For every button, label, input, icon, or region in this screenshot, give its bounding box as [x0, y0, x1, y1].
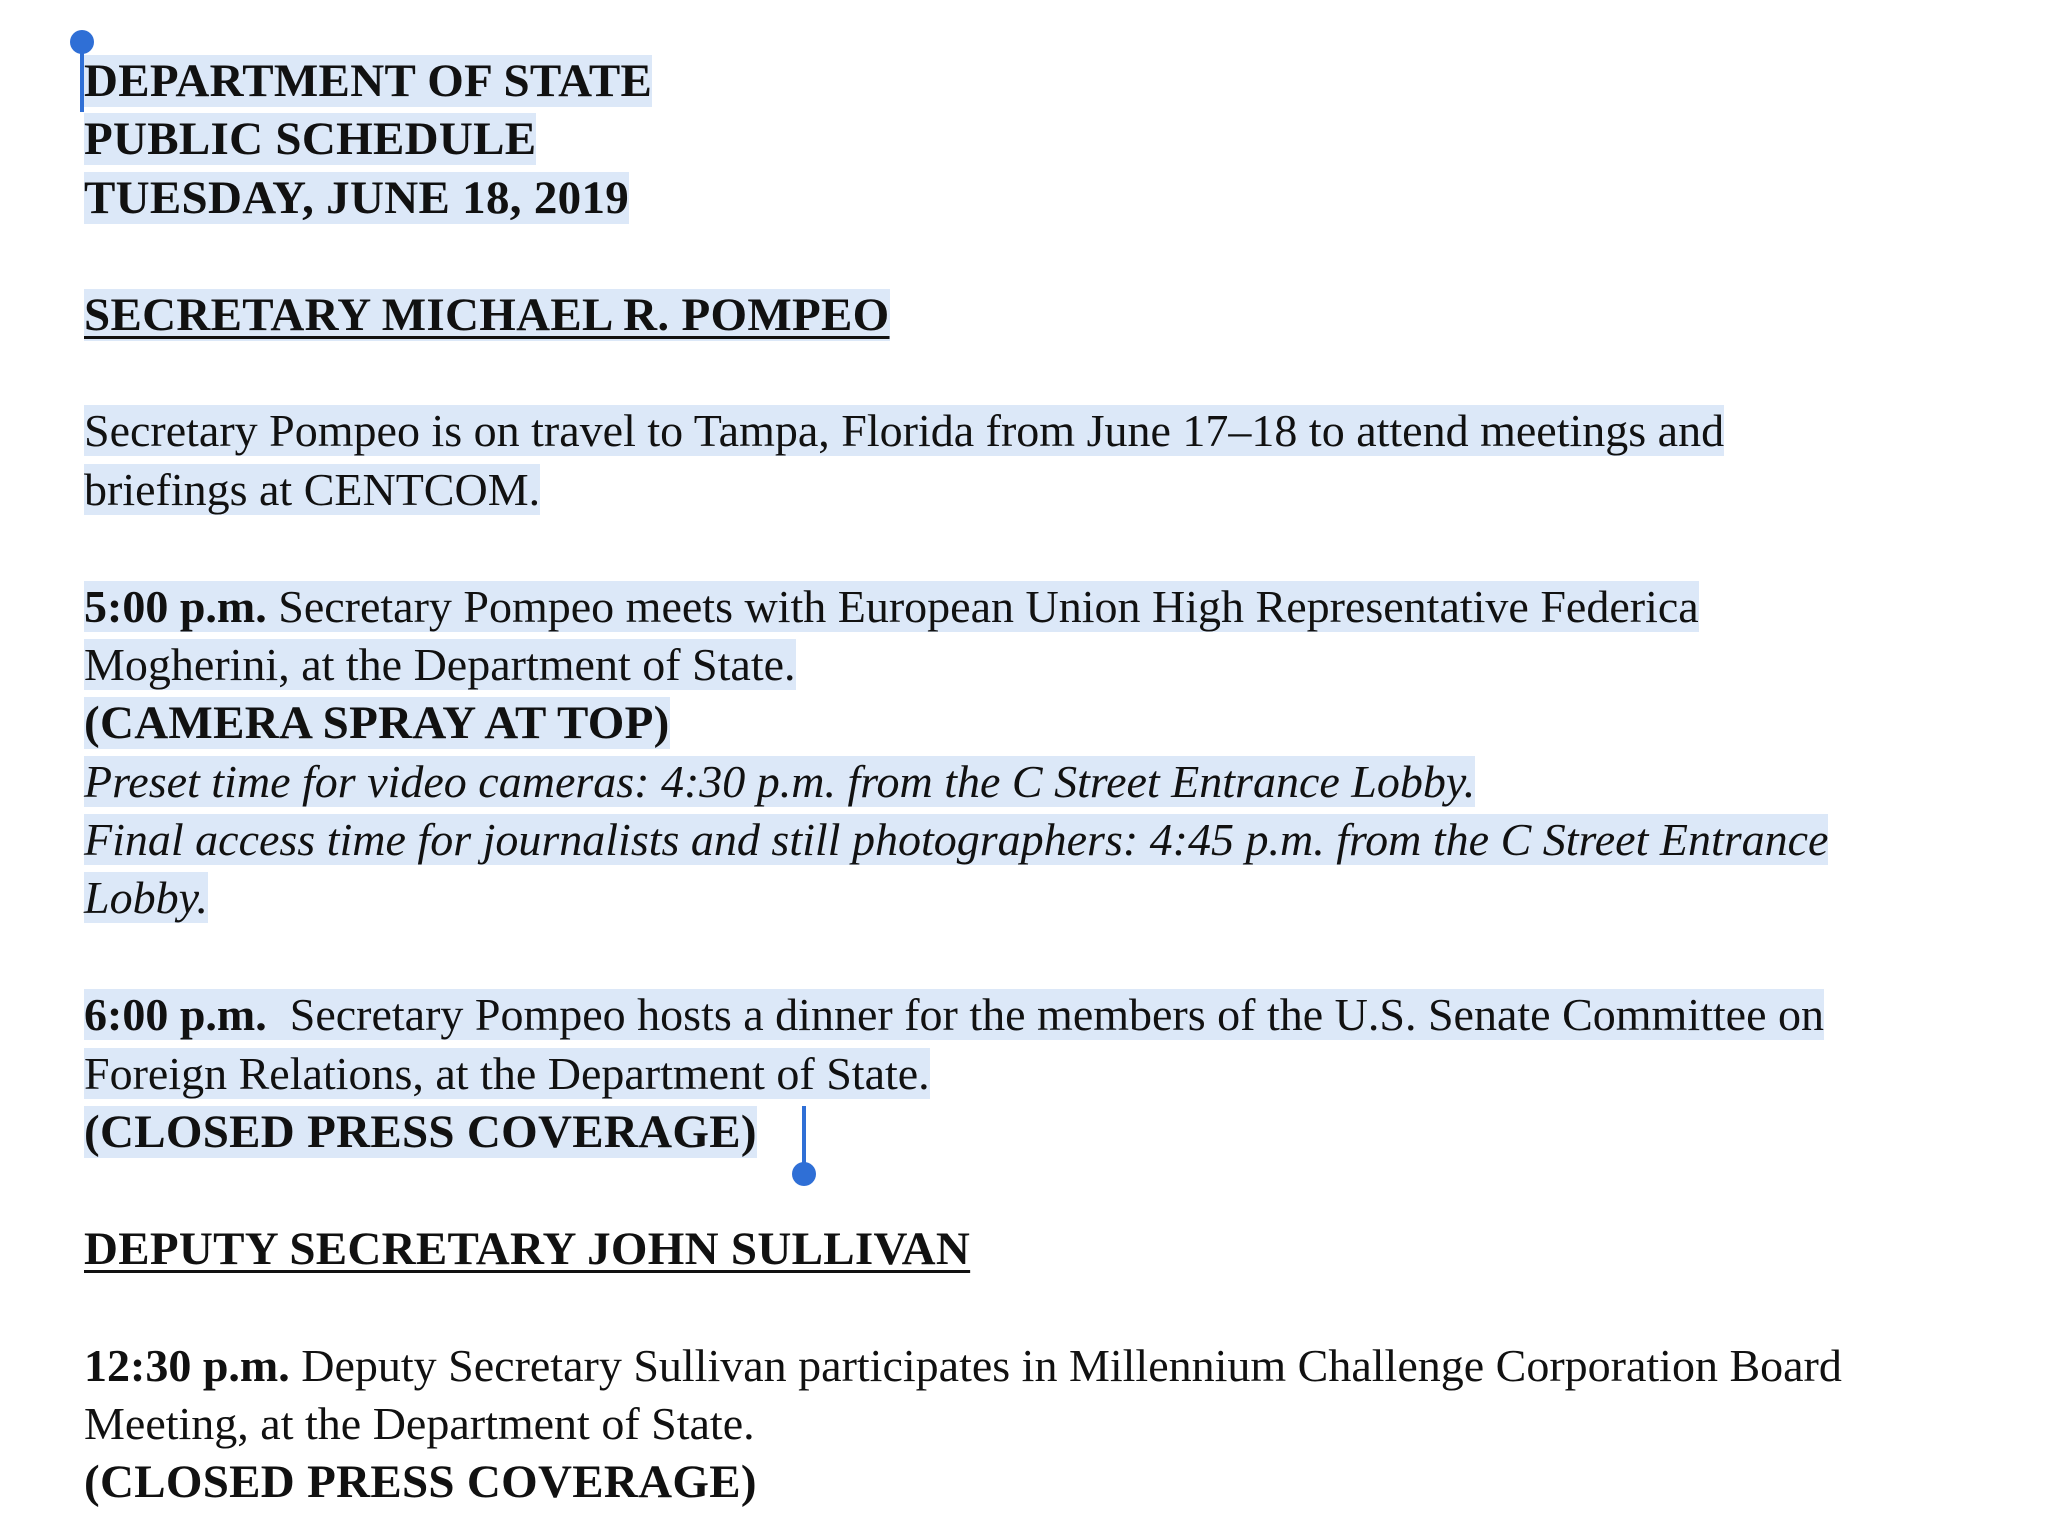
document-body: [84, 52, 2024, 1512]
blank-line: [84, 519, 2024, 577]
deputy-heading-line: [84, 1220, 2024, 1278]
selected-text[interactable]: [84, 581, 1699, 632]
secretary-heading-line: [84, 286, 2024, 344]
selected-text[interactable]: PUBLIC SCHEDULE: [84, 113, 537, 166]
event-5pm-note-2a: [84, 811, 2024, 869]
section-heading-secretary[interactable]: SECRETARY MICHAEL R. POMPEO: [84, 288, 890, 341]
header-line-department: [84, 52, 2024, 110]
event-5pm-coverage: [84, 694, 2024, 752]
selected-text[interactable]: Final access time for journalists and still photographers: 4:45 p.m. from the C Street Entrance: [84, 814, 1829, 866]
coverage-label[interactable]: (CLOSED PRESS COVERAGE): [84, 1106, 757, 1159]
event-6pm-line-1: [84, 986, 2024, 1044]
event-5pm-note-2b: [84, 869, 2024, 927]
blank-line: [84, 227, 2024, 285]
selected-text[interactable]: TUESDAY, JUNE 18, 2019: [84, 171, 630, 224]
event-description[interactable]: Deputy Secretary Sullivan participates in Millennium Challenge Corporation Board: [289, 1339, 1842, 1391]
header-line-date: [84, 169, 2024, 227]
travel-line-1: [84, 402, 2024, 460]
event-time: 12:30 p.m.: [84, 1339, 290, 1391]
selected-text[interactable]: DEPARTMENT OF STATE: [84, 55, 653, 107]
travel-line-2: [84, 461, 2024, 519]
event-description: Secretary Pompeo hosts a dinner for the members of the U.S. Senate Committee on: [266, 989, 1824, 1041]
selected-text[interactable]: Secretary Pompeo is on travel to Tampa, Florida from June 17–18 to attend meetings and: [84, 405, 1725, 457]
event-5pm-line-1: [84, 578, 2024, 636]
selected-text[interactable]: Lobby.: [84, 872, 208, 924]
coverage-label[interactable]: (CLOSED PRESS COVERAGE): [84, 1456, 757, 1509]
event-description[interactable]: Meeting, at the Department of State.: [84, 1397, 755, 1449]
event-time: 5:00 p.m.: [84, 580, 267, 632]
blank-line: [84, 1161, 2024, 1219]
selection-end-handle-bar[interactable]: [802, 1106, 806, 1170]
event-6pm-line-2: [84, 1045, 2024, 1103]
coverage-label[interactable]: (CAMERA SPRAY AT TOP): [84, 697, 670, 750]
header-line-schedule: [84, 110, 2024, 168]
blank-line: [84, 1278, 2024, 1336]
selected-text[interactable]: Preset time for video cameras: 4:30 p.m. from the C Street Entrance Lobby.: [84, 755, 1476, 807]
event-1230pm-line-2: [84, 1395, 2024, 1453]
event-time: 6:00 p.m.: [84, 989, 267, 1041]
selected-text[interactable]: Foreign Relations, at the Department of State.: [84, 1047, 930, 1099]
selection-start-handle-bar[interactable]: [80, 48, 84, 112]
event-description: Secretary Pompeo meets with European Union High Representative Federica: [266, 580, 1699, 632]
event-1230pm-line-1: [84, 1337, 2024, 1395]
blank-line: [84, 344, 2024, 402]
event-1230pm-coverage: [84, 1453, 2024, 1511]
blank-line: [84, 928, 2024, 986]
event-5pm-note-1: [84, 753, 2024, 811]
event-6pm-coverage: [84, 1103, 2024, 1161]
section-heading-deputy[interactable]: DEPUTY SECRETARY JOHN SULLIVAN: [84, 1222, 971, 1275]
selected-text[interactable]: [84, 989, 1824, 1040]
event-5pm-line-2: [84, 636, 2024, 694]
selected-text[interactable]: briefings at CENTCOM.: [84, 463, 541, 515]
selection-end-handle-knob[interactable]: [792, 1162, 816, 1186]
selected-text[interactable]: Mogherini, at the Department of State.: [84, 638, 796, 690]
